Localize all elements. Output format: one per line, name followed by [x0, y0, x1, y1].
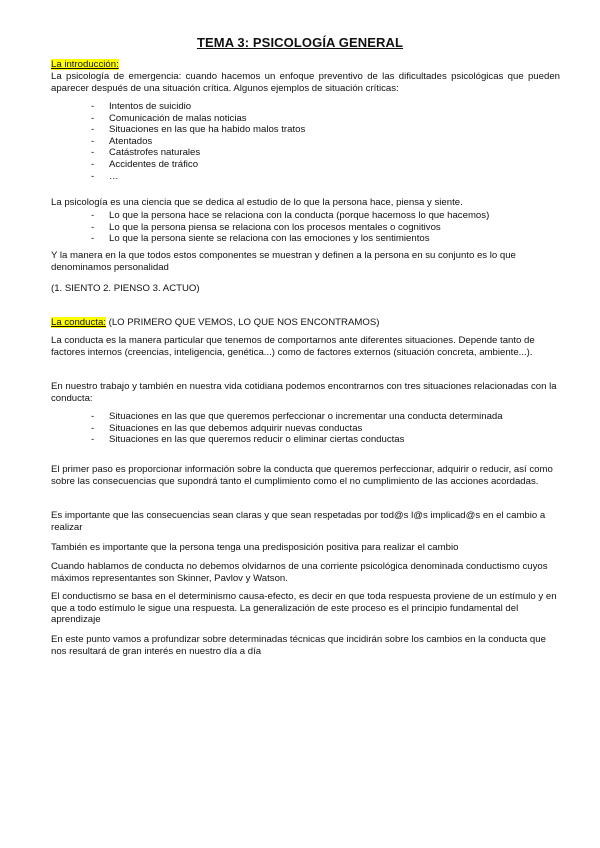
paragraph-first-step: El primer paso es proporcionar información sobre la conducta que queremos perfeccionar, adquirir o reducir, así como sobre las consecuencias que supondrá tanto el cumplimiento como el no cumplimiento de las acciones acordadas. — [51, 464, 553, 487]
list-item: - Lo que la persona piensa se relaciona con los procesos mentales o cognitivos — [51, 222, 560, 234]
conducta-heading: La conducta: — [51, 317, 106, 328]
critical-situations-list — [51, 101, 560, 182]
list-item: - Situaciones en las que que queremos perfeccionar o incrementar una conducta determinada — [51, 411, 560, 423]
list-item: - Comunicación de malas noticias — [51, 113, 560, 125]
psychology-definition: La psicología es una ciencia que se dedica al estudio de lo que la persona hace, piensa y siente. — [51, 197, 463, 208]
intro-heading-line — [51, 59, 560, 71]
list-item: - … — [51, 171, 560, 183]
list-item: - Situaciones en las que ha habido malos tratos — [51, 124, 560, 136]
paragraph-determinismo: El conductismo se basa en el determinismo causa-efecto, es decir en que toda respuesta proviene de un estímulo y en que a todo estímulo le sigue una respuesta. La generalización de este proceso es el principio fundamental del aprendizaje — [51, 591, 557, 626]
list-item: - Catástrofes naturales — [51, 147, 560, 159]
situations-intro: En nuestro trabajo y también en nuestra vida cotidiana podemos encontrarnos con tres situaciones relacionadas con la conducta: — [51, 381, 557, 404]
personality-summary: Y la manera en la que todos estos componentes se muestran y definen a la persona en su conjunto es lo que denominamos personalidad — [51, 250, 516, 273]
list-item: - Lo que la persona hace se relaciona con la conducta (porque hacemoss lo que hacemos) — [51, 210, 560, 222]
paragraph-conductismo: Cuando hablamos de conducta no debemos olvidarnos de una corriente psicológica denominada conductismo cuyos máximos representantes son Skinner, Pavlov y Watson. — [51, 561, 548, 584]
conducta-situations-list — [51, 411, 560, 446]
list-item: - Atentados — [51, 136, 560, 148]
paragraph-techniques: En este punto vamos a profundizar sobre determinadas técnicas que incidirán sobre los cambios en la conducta que nos resultará de gran interés en nuestro día a día — [51, 634, 546, 657]
conducta-definition: La conducta es la manera particular que tenemos de comportarnos ante diferentes situaciones. Depende tanto de factores internos (creencias, inteligencia, genética...) como de factores externos (situación concreta, ambiente...). — [51, 335, 535, 358]
intro-text: La psicología de emergencia: cuando hacemos un enfoque preventivo de las dificultades psicológicas que pueden aparecer después de una situación crítica. Algunos ejemplos de situación críticas: — [51, 71, 560, 94]
list-item: - Situaciones en las que queremos reducir o eliminar ciertas conductas — [51, 434, 560, 446]
list-item: - Lo que la persona siente se relaciona con las emociones y los sentimientos — [51, 233, 560, 245]
list-item: - Intentos de suicidio — [51, 101, 560, 113]
list-item: - Accidentes de tráfico — [51, 159, 560, 171]
conducta-heading-line — [51, 317, 560, 329]
conducta-heading-note: (LO PRIMERO QUE VEMOS, LO QUE NOS ENCONTRAMOS) — [105, 317, 380, 328]
order-note: (1. SIENTO 2. PIENSO 3. ACTUO) — [51, 283, 200, 294]
paragraph-consequences: Es importante que las consecuencias sean claras y que sean respetadas por tod@s l@s implicad@s en el cambio a realizar — [51, 510, 546, 533]
psychology-components-list — [51, 210, 560, 245]
list-item: - Situaciones en las que debemos adquirir nuevas conductas — [51, 423, 560, 435]
intro-heading: La introducción: — [51, 59, 119, 70]
page-title: TEMA 3: PSICOLOGÍA GENERAL — [196, 35, 404, 50]
paragraph-predisposition: También es importante que la persona tenga una predisposición positiva para realizar el cambio — [51, 542, 459, 553]
